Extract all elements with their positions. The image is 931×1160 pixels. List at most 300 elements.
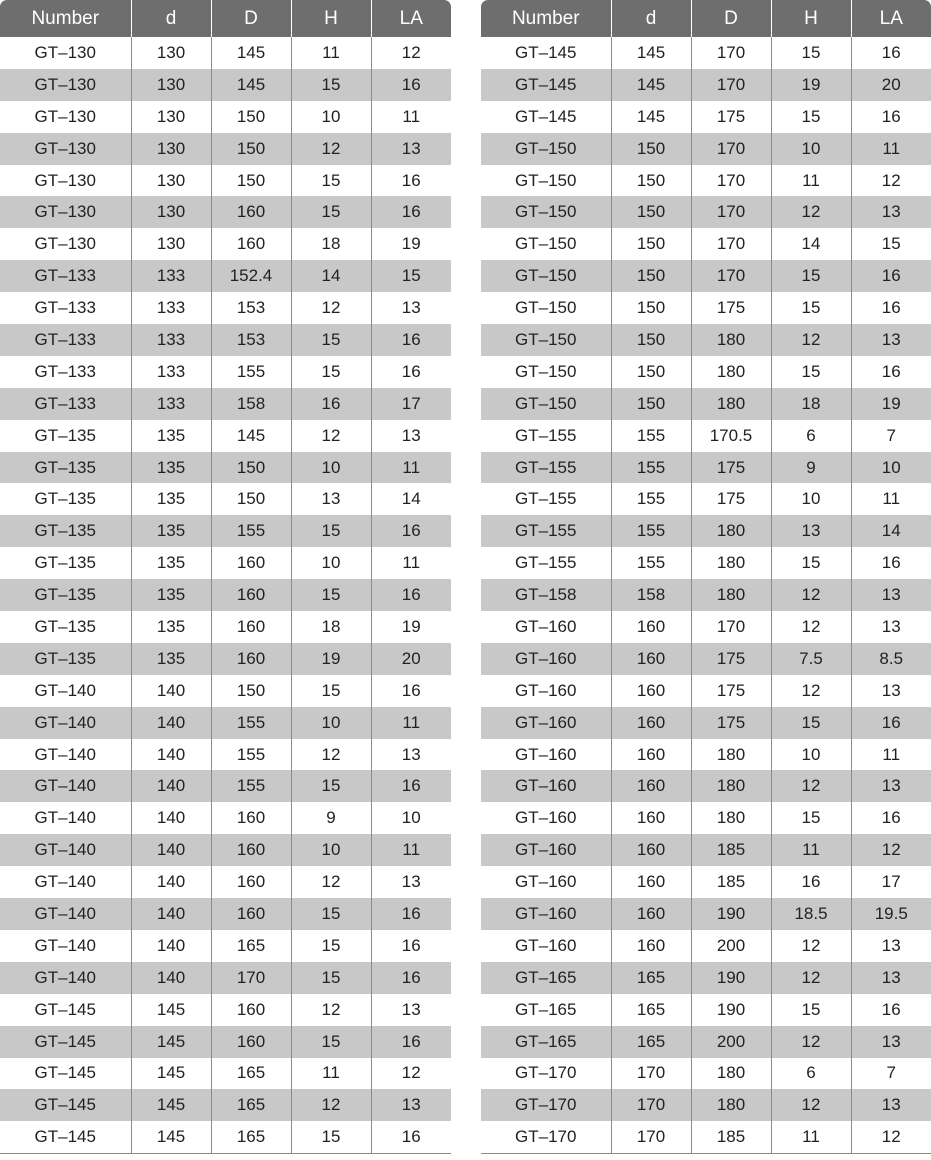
cell-height: 15 bbox=[291, 165, 371, 197]
cell-la: 16 bbox=[371, 324, 451, 356]
table-row bbox=[0, 420, 451, 452]
table-row bbox=[0, 930, 451, 962]
cell-la: 16 bbox=[371, 579, 451, 611]
cell-la: 11 bbox=[371, 834, 451, 866]
table-row bbox=[481, 228, 931, 260]
cell-inner-diameter: 150 bbox=[611, 165, 691, 197]
table-row bbox=[0, 579, 451, 611]
cell-height: 10 bbox=[771, 133, 851, 165]
cell-height: 15 bbox=[291, 1121, 371, 1153]
cell-outer-diameter: 170 bbox=[691, 133, 771, 165]
cell-height: 15 bbox=[291, 324, 371, 356]
table-row bbox=[0, 1089, 451, 1121]
cell-height: 19 bbox=[291, 643, 371, 675]
table-row bbox=[0, 866, 451, 898]
cell-la: 10 bbox=[851, 452, 931, 484]
cell-height: 12 bbox=[771, 675, 851, 707]
table-row bbox=[481, 611, 931, 643]
cell-outer-diameter: 145 bbox=[211, 420, 291, 452]
cell-la: 16 bbox=[371, 69, 451, 101]
cell-outer-diameter: 150 bbox=[211, 675, 291, 707]
cell-inner-diameter: 145 bbox=[611, 69, 691, 101]
cell-height: 15 bbox=[291, 770, 371, 802]
header-outer-diameter: D bbox=[211, 0, 291, 37]
cell-outer-diameter: 170 bbox=[691, 260, 771, 292]
header-row bbox=[481, 0, 931, 37]
cell-inner-diameter: 140 bbox=[131, 739, 211, 771]
cell-inner-diameter: 133 bbox=[131, 292, 211, 324]
table-row bbox=[481, 739, 931, 771]
cell-height: 6 bbox=[771, 1058, 851, 1090]
cell-outer-diameter: 152.4 bbox=[211, 260, 291, 292]
table-row bbox=[481, 834, 931, 866]
cell-outer-diameter: 155 bbox=[211, 515, 291, 547]
cell-la: 16 bbox=[371, 1121, 451, 1153]
table-row bbox=[0, 292, 451, 324]
table-row bbox=[0, 802, 451, 834]
left-spec-table bbox=[0, 0, 451, 1154]
cell-outer-diameter: 170 bbox=[211, 962, 291, 994]
cell-inner-diameter: 150 bbox=[611, 324, 691, 356]
table-row bbox=[0, 962, 451, 994]
cell-outer-diameter: 160 bbox=[211, 898, 291, 930]
cell-outer-diameter: 200 bbox=[691, 930, 771, 962]
cell-la: 13 bbox=[371, 420, 451, 452]
cell-inner-diameter: 130 bbox=[131, 101, 211, 133]
cell-height: 10 bbox=[771, 739, 851, 771]
cell-height: 9 bbox=[291, 802, 371, 834]
cell-inner-diameter: 160 bbox=[611, 675, 691, 707]
cell-height: 7.5 bbox=[771, 643, 851, 675]
cell-outer-diameter: 155 bbox=[211, 707, 291, 739]
cell-height: 12 bbox=[771, 770, 851, 802]
cell-inner-diameter: 150 bbox=[611, 356, 691, 388]
cell-inner-diameter: 140 bbox=[131, 898, 211, 930]
cell-outer-diameter: 155 bbox=[211, 770, 291, 802]
cell-outer-diameter: 150 bbox=[211, 101, 291, 133]
cell-la: 15 bbox=[371, 260, 451, 292]
cell-number: GT–133 bbox=[34, 298, 96, 318]
cell-number: GT–160 bbox=[481, 834, 611, 866]
cell-outer-diameter: 180 bbox=[691, 388, 771, 420]
cell-height: 9 bbox=[771, 452, 851, 484]
cell-height: 12 bbox=[771, 324, 851, 356]
cell-number: GT–150 bbox=[515, 170, 577, 190]
table-row bbox=[0, 707, 451, 739]
cell-inner-diameter: 130 bbox=[131, 133, 211, 165]
cell-outer-diameter: 180 bbox=[691, 802, 771, 834]
table-row bbox=[0, 260, 451, 292]
cell-height: 12 bbox=[291, 994, 371, 1026]
cell-height: 15 bbox=[291, 579, 371, 611]
cell-inner-diameter: 170 bbox=[611, 1089, 691, 1121]
table-row bbox=[481, 515, 931, 547]
cell-la: 11 bbox=[851, 739, 931, 771]
cell-outer-diameter: 190 bbox=[691, 962, 771, 994]
cell-number: GT–145 bbox=[0, 1026, 131, 1058]
table-row bbox=[0, 834, 451, 866]
table-row bbox=[481, 196, 931, 228]
cell-outer-diameter: 180 bbox=[691, 770, 771, 802]
cell-height: 10 bbox=[291, 101, 371, 133]
cell-outer-diameter: 180 bbox=[691, 1089, 771, 1121]
table-row bbox=[0, 133, 451, 165]
cell-inner-diameter: 140 bbox=[131, 962, 211, 994]
cell-number: GT–150 bbox=[481, 133, 611, 165]
cell-outer-diameter: 170 bbox=[691, 69, 771, 101]
table-row bbox=[481, 643, 931, 675]
cell-la: 20 bbox=[371, 643, 451, 675]
cell-inner-diameter: 145 bbox=[611, 101, 691, 133]
table-row bbox=[0, 196, 451, 228]
cell-inner-diameter: 135 bbox=[131, 579, 211, 611]
cell-number: GT–150 bbox=[481, 196, 611, 228]
cell-height: 6 bbox=[771, 420, 851, 452]
cell-la: 13 bbox=[371, 739, 451, 771]
cell-la: 8.5 bbox=[851, 643, 931, 675]
cell-number: GT–150 bbox=[481, 260, 611, 292]
cell-outer-diameter: 155 bbox=[211, 356, 291, 388]
cell-la: 16 bbox=[371, 196, 451, 228]
table-row bbox=[0, 101, 451, 133]
cell-number: GT–135 bbox=[34, 489, 96, 509]
cell-inner-diameter: 170 bbox=[611, 1058, 691, 1090]
cell-number: GT–160 bbox=[515, 680, 577, 700]
cell-outer-diameter: 175 bbox=[691, 643, 771, 675]
cell-inner-diameter: 133 bbox=[131, 324, 211, 356]
cell-number: GT–170 bbox=[481, 1121, 611, 1153]
cell-number: GT–133 bbox=[0, 388, 131, 420]
cell-outer-diameter: 150 bbox=[211, 483, 291, 515]
cell-number: GT–160 bbox=[515, 935, 577, 955]
cell-height: 12 bbox=[771, 1026, 851, 1058]
cell-number: GT–135 bbox=[34, 616, 96, 636]
cell-number: GT–135 bbox=[0, 452, 131, 484]
cell-inner-diameter: 165 bbox=[611, 962, 691, 994]
cell-inner-diameter: 145 bbox=[131, 994, 211, 1026]
table-row bbox=[0, 483, 451, 515]
cell-number: GT–155 bbox=[515, 553, 577, 573]
cell-inner-diameter: 140 bbox=[131, 866, 211, 898]
cell-number: GT–165 bbox=[481, 962, 611, 994]
table-row bbox=[0, 1058, 451, 1090]
cell-inner-diameter: 145 bbox=[611, 37, 691, 69]
cell-number: GT–150 bbox=[481, 324, 611, 356]
table-row bbox=[481, 770, 931, 802]
cell-height: 16 bbox=[291, 388, 371, 420]
table-row bbox=[0, 770, 451, 802]
cell-la: 7 bbox=[851, 420, 931, 452]
cell-outer-diameter: 150 bbox=[211, 165, 291, 197]
table-row bbox=[481, 1058, 931, 1090]
table-row bbox=[481, 37, 931, 69]
cell-number: GT–133 bbox=[0, 260, 131, 292]
cell-outer-diameter: 185 bbox=[691, 1121, 771, 1153]
cell-inner-diameter: 135 bbox=[131, 515, 211, 547]
cell-number: GT–160 bbox=[515, 872, 577, 892]
cell-height: 13 bbox=[771, 515, 851, 547]
cell-inner-diameter: 135 bbox=[131, 643, 211, 675]
cell-outer-diameter: 180 bbox=[691, 579, 771, 611]
table-row bbox=[0, 388, 451, 420]
cell-la: 14 bbox=[371, 483, 451, 515]
cell-height: 12 bbox=[291, 739, 371, 771]
cell-height: 16 bbox=[771, 866, 851, 898]
cell-outer-diameter: 180 bbox=[691, 739, 771, 771]
cell-la: 17 bbox=[851, 866, 931, 898]
cell-la: 19.5 bbox=[851, 898, 931, 930]
cell-inner-diameter: 160 bbox=[611, 643, 691, 675]
cell-outer-diameter: 185 bbox=[691, 866, 771, 898]
cell-height: 15 bbox=[291, 675, 371, 707]
cell-number: GT–150 bbox=[515, 234, 577, 254]
table-row bbox=[0, 675, 451, 707]
cell-la: 11 bbox=[851, 133, 931, 165]
cell-inner-diameter: 160 bbox=[611, 802, 691, 834]
cell-la: 11 bbox=[371, 452, 451, 484]
header-la: LA bbox=[371, 0, 451, 37]
cell-la: 19 bbox=[851, 388, 931, 420]
cell-number: GT–160 bbox=[515, 808, 577, 828]
cell-inner-diameter: 145 bbox=[131, 1089, 211, 1121]
cell-la: 15 bbox=[851, 228, 931, 260]
table-row bbox=[481, 388, 931, 420]
cell-number: GT–140 bbox=[0, 898, 131, 930]
cell-la: 16 bbox=[851, 547, 931, 579]
cell-inner-diameter: 130 bbox=[131, 69, 211, 101]
cell-outer-diameter: 165 bbox=[211, 930, 291, 962]
cell-inner-diameter: 133 bbox=[131, 356, 211, 388]
cell-height: 15 bbox=[771, 356, 851, 388]
cell-height: 18 bbox=[291, 611, 371, 643]
cell-number: GT–140 bbox=[34, 680, 96, 700]
cell-outer-diameter: 175 bbox=[691, 292, 771, 324]
cell-inner-diameter: 155 bbox=[611, 515, 691, 547]
cell-height: 11 bbox=[771, 1121, 851, 1153]
cell-inner-diameter: 130 bbox=[131, 228, 211, 260]
cell-outer-diameter: 175 bbox=[691, 707, 771, 739]
table-row bbox=[481, 930, 931, 962]
cell-outer-diameter: 160 bbox=[211, 228, 291, 260]
cell-height: 19 bbox=[771, 69, 851, 101]
cell-outer-diameter: 160 bbox=[211, 994, 291, 1026]
cell-number: GT–145 bbox=[515, 42, 577, 62]
cell-inner-diameter: 165 bbox=[611, 1026, 691, 1058]
cell-height: 12 bbox=[771, 196, 851, 228]
cell-la: 13 bbox=[851, 1026, 931, 1058]
cell-la: 13 bbox=[851, 196, 931, 228]
cell-inner-diameter: 140 bbox=[131, 834, 211, 866]
cell-height: 15 bbox=[291, 515, 371, 547]
cell-la: 13 bbox=[851, 962, 931, 994]
cell-inner-diameter: 135 bbox=[131, 547, 211, 579]
right-spec-table bbox=[481, 0, 931, 1154]
cell-inner-diameter: 150 bbox=[611, 133, 691, 165]
cell-number: GT–150 bbox=[515, 361, 577, 381]
cell-outer-diameter: 165 bbox=[211, 1058, 291, 1090]
cell-inner-diameter: 155 bbox=[611, 483, 691, 515]
cell-number: GT–140 bbox=[0, 770, 131, 802]
cell-outer-diameter: 175 bbox=[691, 675, 771, 707]
cell-outer-diameter: 180 bbox=[691, 356, 771, 388]
cell-height: 12 bbox=[771, 611, 851, 643]
cell-la: 19 bbox=[371, 611, 451, 643]
cell-outer-diameter: 160 bbox=[211, 579, 291, 611]
cell-outer-diameter: 175 bbox=[691, 101, 771, 133]
cell-height: 15 bbox=[291, 196, 371, 228]
cell-number: GT–140 bbox=[34, 808, 96, 828]
cell-number: GT–145 bbox=[34, 999, 96, 1019]
cell-number: GT–155 bbox=[515, 489, 577, 509]
cell-inner-diameter: 130 bbox=[131, 196, 211, 228]
cell-number: GT–170 bbox=[481, 1089, 611, 1121]
cell-la: 7 bbox=[851, 1058, 931, 1090]
table-row bbox=[0, 228, 451, 260]
table-row bbox=[481, 579, 931, 611]
cell-inner-diameter: 160 bbox=[611, 834, 691, 866]
cell-height: 15 bbox=[771, 802, 851, 834]
cell-number: GT–135 bbox=[0, 579, 131, 611]
cell-la: 13 bbox=[851, 930, 931, 962]
cell-inner-diameter: 150 bbox=[611, 292, 691, 324]
cell-la: 13 bbox=[851, 324, 931, 356]
table-row bbox=[0, 515, 451, 547]
cell-inner-diameter: 135 bbox=[131, 483, 211, 515]
table-row bbox=[0, 37, 451, 69]
cell-la: 16 bbox=[371, 930, 451, 962]
cell-number: GT–145 bbox=[0, 1089, 131, 1121]
cell-number: GT–130 bbox=[0, 196, 131, 228]
cell-outer-diameter: 160 bbox=[211, 196, 291, 228]
cell-height: 15 bbox=[771, 547, 851, 579]
table-row bbox=[481, 707, 931, 739]
cell-height: 15 bbox=[291, 1026, 371, 1058]
cell-number: GT–165 bbox=[515, 999, 577, 1019]
cell-height: 10 bbox=[291, 547, 371, 579]
cell-inner-diameter: 150 bbox=[611, 388, 691, 420]
cell-inner-diameter: 155 bbox=[611, 547, 691, 579]
cell-la: 16 bbox=[851, 994, 931, 1026]
table-row bbox=[0, 547, 451, 579]
header-la: LA bbox=[851, 0, 931, 37]
cell-inner-diameter: 160 bbox=[611, 707, 691, 739]
cell-inner-diameter: 140 bbox=[131, 707, 211, 739]
table-row bbox=[481, 165, 931, 197]
cell-height: 12 bbox=[771, 962, 851, 994]
cell-la: 16 bbox=[371, 1026, 451, 1058]
cell-height: 12 bbox=[771, 930, 851, 962]
cell-la: 16 bbox=[851, 292, 931, 324]
cell-number: GT–140 bbox=[34, 935, 96, 955]
cell-height: 15 bbox=[291, 962, 371, 994]
cell-number: GT–133 bbox=[0, 324, 131, 356]
cell-outer-diameter: 153 bbox=[211, 292, 291, 324]
table-row bbox=[481, 420, 931, 452]
table-row bbox=[481, 802, 931, 834]
table-row bbox=[0, 1026, 451, 1058]
cell-number: GT–165 bbox=[481, 1026, 611, 1058]
cell-la: 16 bbox=[851, 707, 931, 739]
cell-height: 15 bbox=[771, 101, 851, 133]
header-outer-diameter: D bbox=[691, 0, 771, 37]
cell-la: 12 bbox=[851, 1121, 931, 1153]
cell-la: 16 bbox=[371, 898, 451, 930]
cell-inner-diameter: 135 bbox=[131, 611, 211, 643]
cell-height: 14 bbox=[771, 228, 851, 260]
cell-height: 12 bbox=[771, 579, 851, 611]
cell-number: GT–160 bbox=[481, 643, 611, 675]
cell-outer-diameter: 175 bbox=[691, 452, 771, 484]
cell-inner-diameter: 145 bbox=[131, 1121, 211, 1153]
cell-height: 15 bbox=[291, 930, 371, 962]
cell-height: 15 bbox=[771, 37, 851, 69]
table-row bbox=[0, 69, 451, 101]
cell-outer-diameter: 190 bbox=[691, 994, 771, 1026]
cell-la: 13 bbox=[851, 675, 931, 707]
table-row bbox=[481, 1121, 931, 1153]
cell-height: 12 bbox=[771, 1089, 851, 1121]
cell-inner-diameter: 155 bbox=[611, 452, 691, 484]
cell-height: 12 bbox=[291, 866, 371, 898]
cell-number: GT–155 bbox=[515, 425, 577, 445]
cell-la: 12 bbox=[371, 1058, 451, 1090]
cell-outer-diameter: 180 bbox=[691, 547, 771, 579]
cell-la: 16 bbox=[851, 356, 931, 388]
cell-height: 15 bbox=[771, 707, 851, 739]
cell-inner-diameter: 140 bbox=[131, 675, 211, 707]
cell-inner-diameter: 160 bbox=[611, 898, 691, 930]
cell-outer-diameter: 160 bbox=[211, 547, 291, 579]
cell-number: GT–170 bbox=[515, 1063, 577, 1083]
cell-la: 13 bbox=[851, 579, 931, 611]
cell-number: GT–130 bbox=[34, 42, 96, 62]
cell-outer-diameter: 158 bbox=[211, 388, 291, 420]
table-row bbox=[481, 260, 931, 292]
cell-outer-diameter: 160 bbox=[211, 643, 291, 675]
cell-la: 16 bbox=[371, 770, 451, 802]
table-row bbox=[481, 1089, 931, 1121]
cell-number: GT–140 bbox=[0, 962, 131, 994]
cell-inner-diameter: 145 bbox=[131, 1058, 211, 1090]
cell-inner-diameter: 145 bbox=[131, 1026, 211, 1058]
cell-inner-diameter: 133 bbox=[131, 388, 211, 420]
cell-inner-diameter: 130 bbox=[131, 165, 211, 197]
cell-number: GT–145 bbox=[515, 106, 577, 126]
cell-inner-diameter: 160 bbox=[611, 770, 691, 802]
cell-number: GT–158 bbox=[481, 579, 611, 611]
cell-la: 13 bbox=[851, 770, 931, 802]
cell-number: GT–150 bbox=[515, 298, 577, 318]
cell-la: 13 bbox=[851, 611, 931, 643]
cell-number: GT–145 bbox=[0, 1121, 131, 1153]
cell-la: 16 bbox=[371, 675, 451, 707]
cell-height: 15 bbox=[291, 898, 371, 930]
cell-outer-diameter: 175 bbox=[691, 483, 771, 515]
cell-height: 15 bbox=[291, 356, 371, 388]
cell-la: 10 bbox=[371, 802, 451, 834]
cell-inner-diameter: 140 bbox=[131, 802, 211, 834]
table-row bbox=[481, 69, 931, 101]
cell-number: GT–155 bbox=[481, 515, 611, 547]
cell-number: GT–135 bbox=[34, 553, 96, 573]
cell-la: 13 bbox=[371, 133, 451, 165]
cell-number: GT–130 bbox=[34, 106, 96, 126]
cell-la: 13 bbox=[371, 866, 451, 898]
cell-height: 11 bbox=[771, 165, 851, 197]
cell-outer-diameter: 170 bbox=[691, 37, 771, 69]
cell-outer-diameter: 165 bbox=[211, 1089, 291, 1121]
cell-height: 12 bbox=[291, 133, 371, 165]
